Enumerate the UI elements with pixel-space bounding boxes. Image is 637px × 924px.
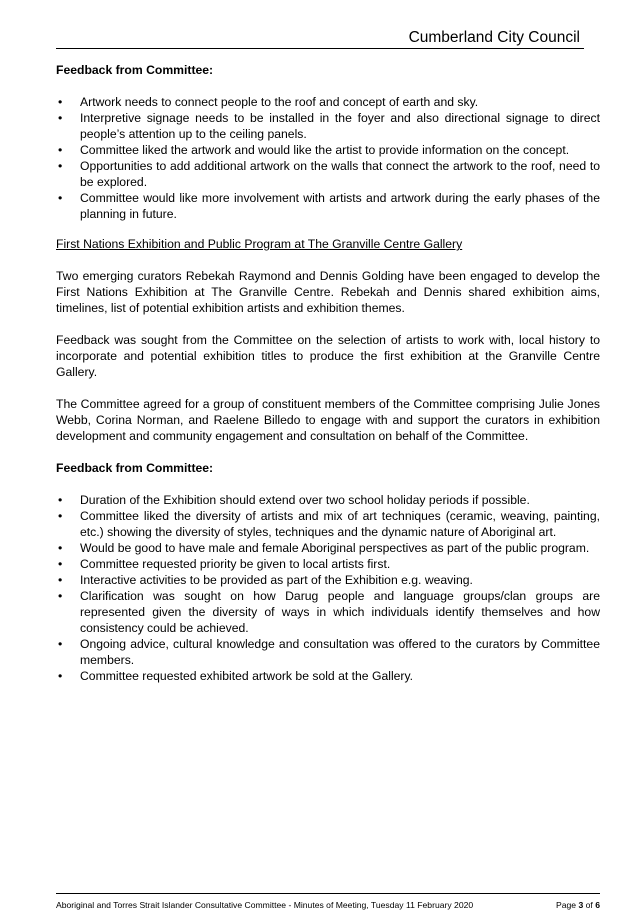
list-item: • Interactive activities to be provided as part of the Exhibition e.g. weaving. [56,572,600,588]
feedback-heading-1: Feedback from Committee: [56,63,214,77]
list-item: • Committee liked the artwork and would like the artist to provide information on the concept. [56,142,600,158]
list-item: • Committee would like more involvement with artists and artwork during the early phases of the planning in future. [56,190,600,222]
feedback-list-2 [56,492,600,684]
list-item: • Would be good to have male and female Aboriginal perspectives as part of the public program. [56,540,600,556]
paragraph-curators: Two emerging curators Rebekah Raymond and Dennis Golding have been engaged to develop the First Nations Exhibition at The Granville Centre. Rebekah and Dennis shared exhibition aims, timelines, list of potential exhibition artists and exhibition themes. [56,269,600,315]
page-body [56,62,600,698]
paragraph-feedback-sought: Feedback was sought from the Committee on the selection of artists to work with, local history to incorporate and potential exhibition titles to produce the first exhibition at the Granville Centre Gallery. [56,333,600,379]
list-item: • Committee liked the diversity of artists and mix of art techniques (ceramic, weaving, painting, etc.) showing the diversity of styles, techniques and the dynamic nature of Aboriginal art. [56,508,600,540]
page-number [556,899,600,911]
list-item: • Committee requested exhibited artwork be sold at the Gallery. [56,668,600,684]
page-header-title: Cumberland City Council [408,29,580,46]
list-item: • Artwork needs to connect people to the roof and concept of earth and sky. [56,94,600,110]
feedback-heading-2: Feedback from Committee: [56,461,214,475]
page-label: Page [556,900,577,910]
list-item: • Duration of the Exhibition should extend over two school holiday periods if possible. [56,492,600,508]
page-footer [56,899,600,913]
list-item: • Ongoing advice, cultural knowledge and consultation was offered to the curators by Committee members. [56,636,600,668]
header-divider [56,48,584,49]
feedback-list-1 [56,94,600,222]
paragraph-committee-agreed: The Committee agreed for a group of constituent members of the Committee comprising Julie Jones Webb, Corina Norman, and Raelene Billedo to engage with and support the curators in exhibition development and community engagement and consultation on behalf of the Committee. [56,397,600,443]
page-current: 3 [578,900,584,910]
footer-divider [56,893,600,894]
exhibition-section-title: First Nations Exhibition and Public Program at The Granville Centre Gallery [56,237,463,251]
page-total: 6 [595,900,600,910]
page-of: of [585,900,593,910]
list-item: • Opportunities to add additional artwork on the walls that connect the artwork to the roof, need to be explored. [56,158,600,190]
list-item: • Committee requested priority be given to local artists first. [56,556,600,572]
footer-meeting-text: Aboriginal and Torres Strait Islander Consultative Committee - Minutes of Meeting, Tuesday 11 February 2020 [56,900,474,910]
list-item: • Interpretive signage needs to be installed in the foyer and also directional signage to direct people’s attention up to the ceiling panels. [56,110,600,142]
list-item: • Clarification was sought on how Darug people and language groups/clan groups are represented given the diversity of ways in which individuals identify themselves and how consistency could be achieved. [56,588,600,636]
